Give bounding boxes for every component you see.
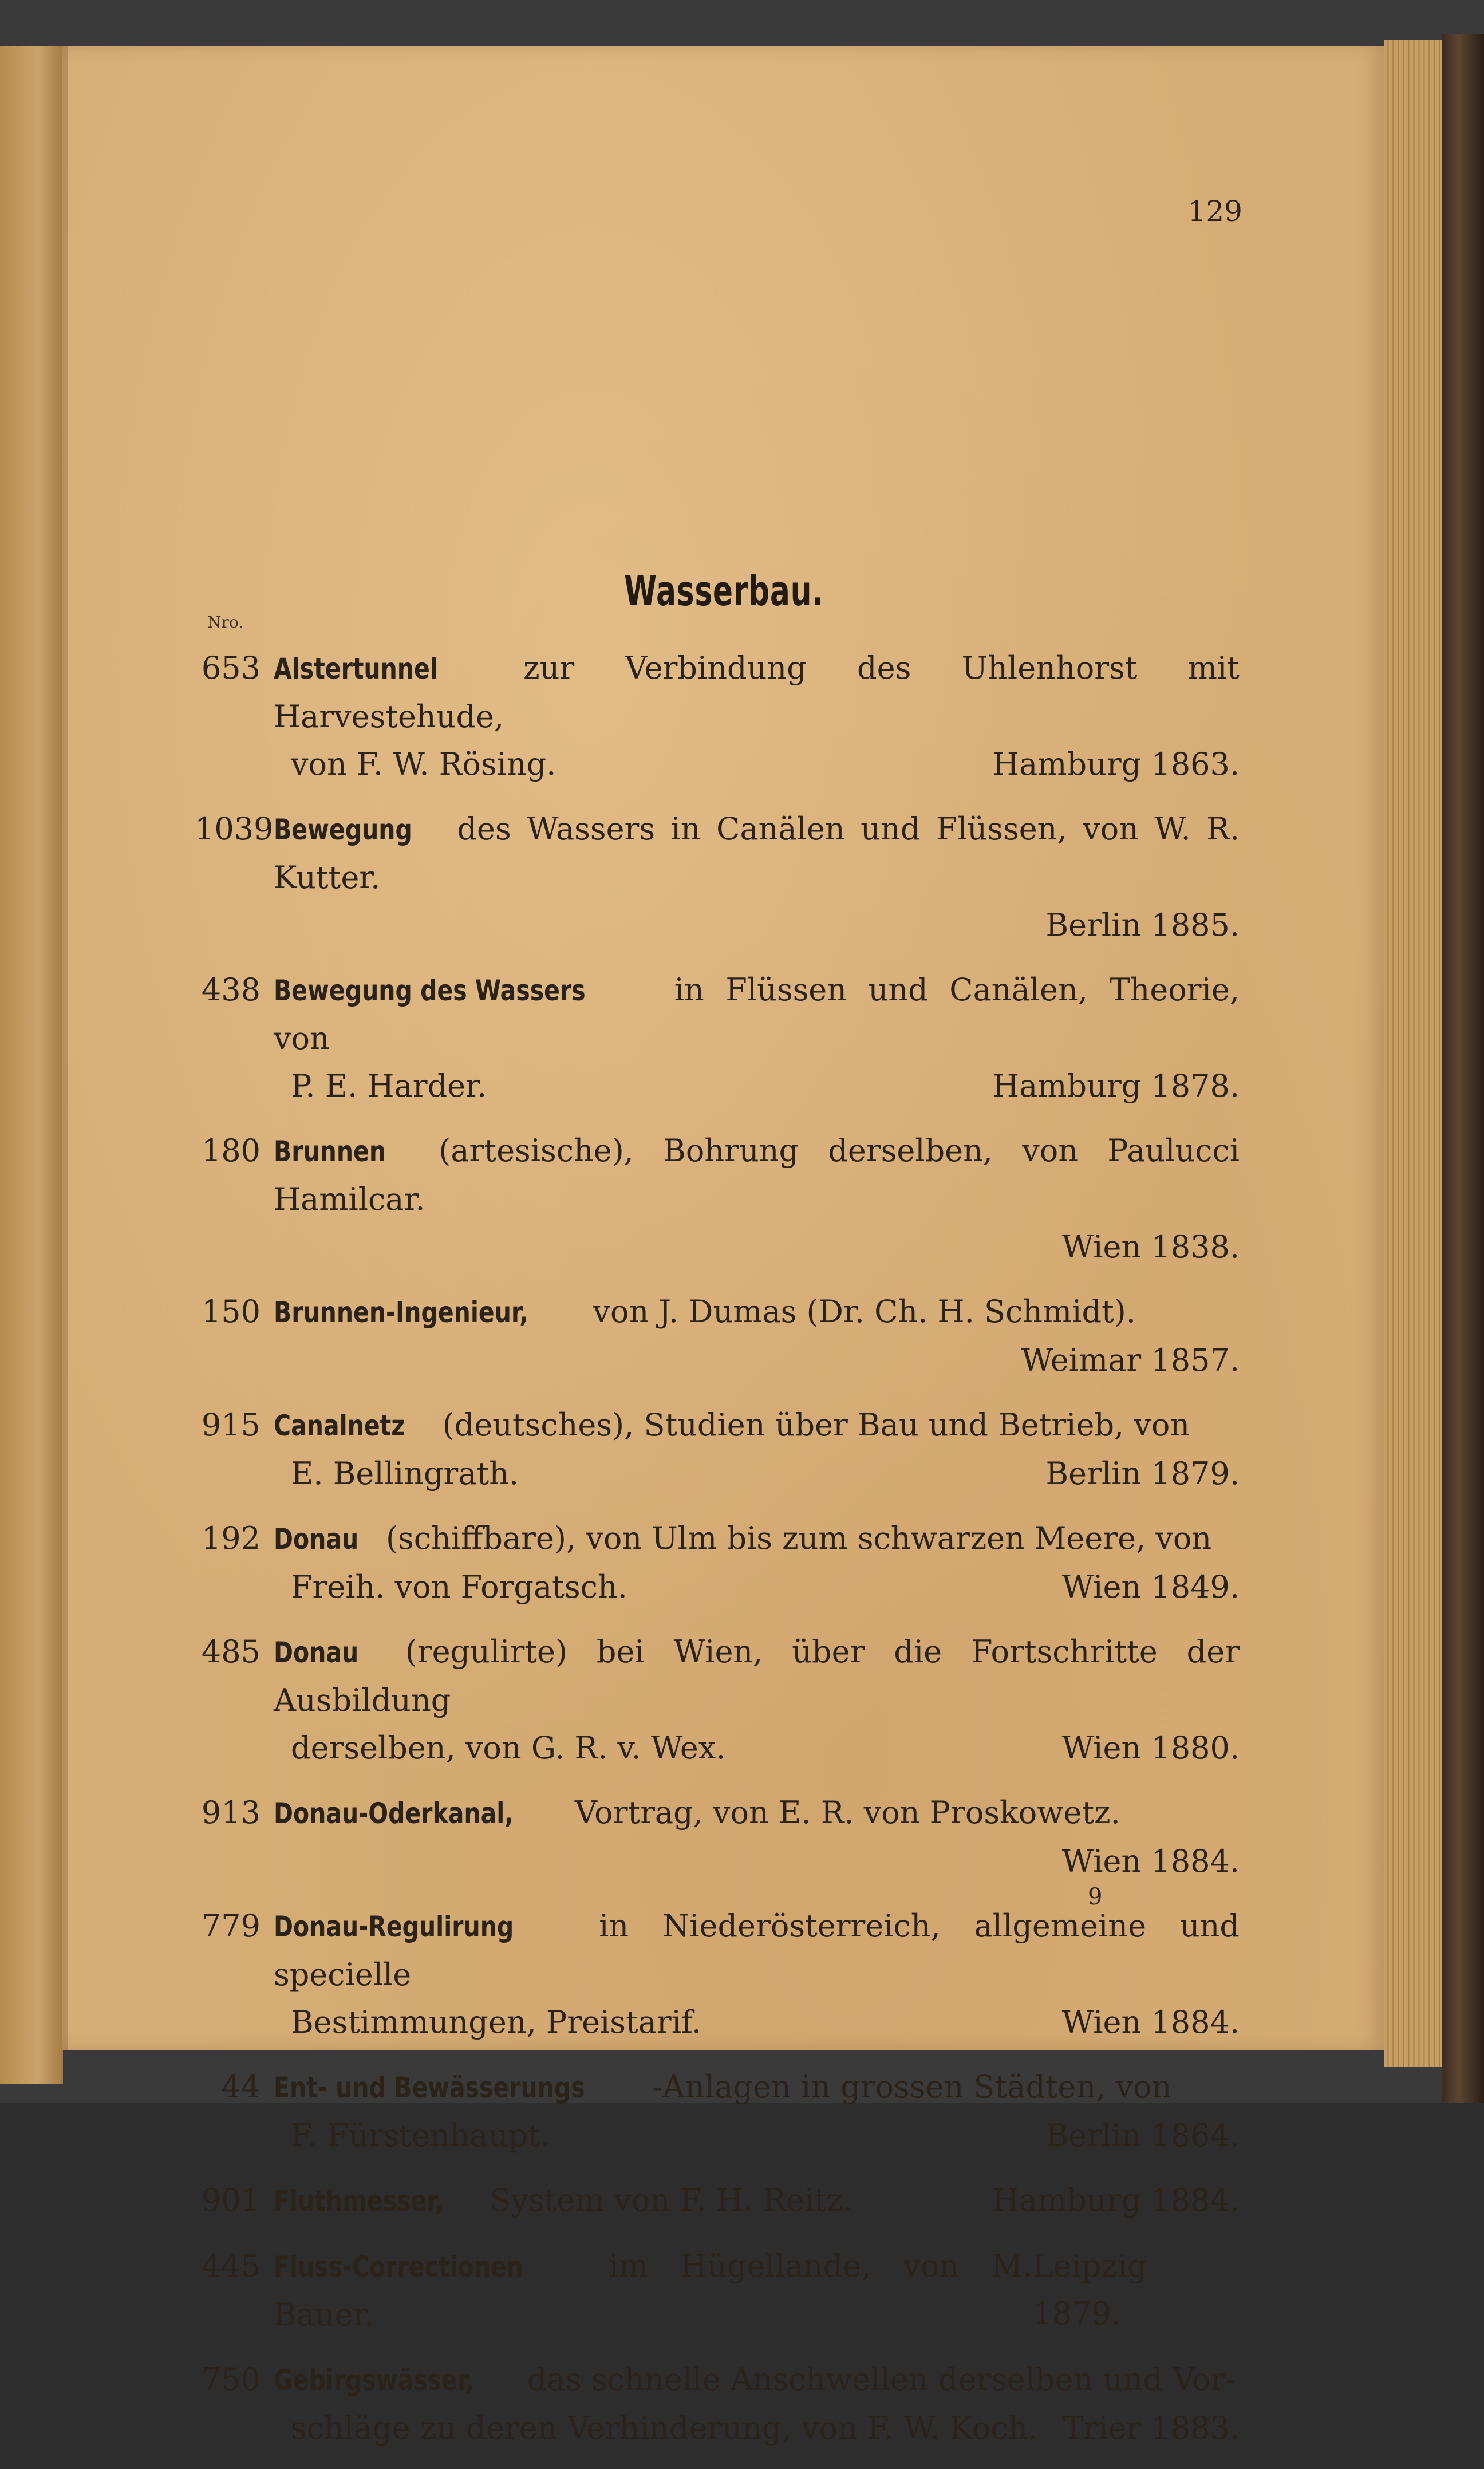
entry-author: Freih. von Forgatsch.	[291, 1569, 627, 1605]
entry-number: 192	[201, 1520, 261, 1556]
entry-author: derselben, von G. R. v. Wex.	[291, 1730, 726, 1766]
entry-place-year: Berlin 1885.	[1045, 907, 1240, 943]
entry-keyword: Bewegung des Wassers	[274, 974, 586, 1007]
catalog-entry	[195, 2176, 1240, 2225]
entry-description: (regulirte) bei Wien, über die Fortschritte der Ausbildung	[274, 1634, 1240, 1718]
entry-place-year: Wien 1849.	[1061, 1569, 1240, 1605]
entry-place-year: Wien 1884.	[1061, 2004, 1240, 2040]
page-stack-edge	[1384, 40, 1442, 2067]
entry-number: 150	[201, 1293, 261, 1330]
entry-description: in Flüssen und Canälen, Theorie, von	[274, 972, 1240, 1056]
entry-keyword: Bewegung	[274, 813, 412, 846]
entry-author: P. E. Harder.	[291, 1068, 487, 1104]
entry-keyword: Gebirgswässer,	[274, 2364, 475, 2397]
entry-place-year: Hamburg 1884.	[992, 2182, 1240, 2218]
entry-line2	[291, 1724, 1240, 1772]
entry-number: 653	[201, 650, 261, 686]
entry-description: zur Verbindung des Uhlenhorst mit Harvestehude,	[274, 650, 1240, 735]
entry-description: des Wassers in Canälen und Flüssen, von W. R. Kutter.	[274, 811, 1240, 896]
entry-number: 901	[201, 2182, 261, 2218]
entry-line2	[291, 1450, 1240, 1497]
entry-keyword: Ent- und Bewässerungs	[274, 2071, 585, 2104]
catalog-entry	[195, 805, 1240, 949]
entry-author: Bestimmungen, Preistarif.	[291, 2004, 702, 2040]
entry-number: 915	[201, 1407, 261, 1443]
entry-text	[274, 1789, 1240, 1837]
catalog-entry	[195, 1514, 1240, 1611]
entry-number: 485	[201, 1634, 261, 1670]
entry-author: E. Bellingrath.	[291, 1456, 519, 1492]
entry-text	[274, 2176, 1240, 2225]
entry-description: System von F. H. Reitz.	[480, 2182, 853, 2218]
entry-text	[274, 966, 1240, 1062]
entry-number: 750	[201, 2361, 261, 2397]
catalog-entry	[195, 644, 1240, 788]
entry-description: (artesische), Bohrung derselben, von Paulucci Hamilcar.	[274, 1133, 1240, 1217]
catalog-entry	[195, 1902, 1240, 2046]
entry-place-year: Trier 1883.	[1063, 2410, 1240, 2446]
entry-text	[274, 2356, 1240, 2404]
page-title: Wasserbau.	[624, 567, 824, 615]
entry-keyword: Alstertunnel	[274, 652, 438, 685]
entry-description: Vortrag, von E. R. von Proskowetz.	[565, 1794, 1120, 1831]
signature-mark: 9	[1088, 1884, 1103, 1910]
entry-place-year: Hamburg 1878.	[992, 1068, 1240, 1104]
entry-number: 438	[201, 972, 261, 1008]
page-number: 129	[1187, 195, 1242, 228]
entry-number: 779	[201, 1908, 261, 1944]
book-spine	[1442, 34, 1484, 2103]
entry-line2	[291, 740, 1240, 788]
entry-place-year: Hamburg 1863.	[992, 746, 1240, 782]
entry-text	[274, 1514, 1240, 1563]
entry-keyword: Donau-Regulirung	[274, 1910, 514, 1943]
entry-author: von F. W. Rösing.	[291, 746, 556, 782]
entry-place-year: Wien 1884.	[1061, 1843, 1240, 1879]
entry-description: -Anlagen in grossen Städten, von	[652, 2069, 1172, 2105]
entry-author: schläge zu deren Verhinderung, von F. W. Koch.	[291, 2410, 1038, 2446]
entry-line2	[291, 1336, 1240, 1384]
entry-keyword: Fluthmesser,	[274, 2184, 444, 2218]
catalog-entry	[195, 1628, 1240, 1772]
catalog-entry	[195, 1789, 1240, 1885]
column-label-nro: Nro.	[207, 613, 244, 632]
catalog-entry	[195, 966, 1240, 1110]
entry-keyword: Canalnetz	[274, 1409, 405, 1442]
entry-description: das schnelle Anschwellen derselben und Vor-	[517, 2361, 1236, 2397]
entry-line2	[291, 1223, 1240, 1271]
entry-line2	[291, 1998, 1240, 2046]
catalog-entry	[195, 1288, 1240, 1384]
entry-description: (deutsches), Studien über Bau und Betrieb, von	[432, 1407, 1190, 1443]
entry-description: in Niederösterreich, allgemeine und specielle	[274, 1908, 1240, 1993]
entry-text	[274, 2242, 1240, 2338]
entry-description: im Hügellande, von M. Bauer.	[274, 2248, 1033, 2333]
entry-line2	[291, 2404, 1240, 2452]
entry-keyword: Brunnen	[274, 1135, 386, 1168]
entry-line2	[291, 1837, 1240, 1885]
catalog-entry	[195, 2242, 1240, 2338]
entry-description: (schiffbare), von Ulm bis zum schwarzen Meere, von	[376, 1520, 1212, 1556]
page-gutter	[62, 46, 68, 2050]
entry-line2	[291, 2112, 1240, 2159]
entry-keyword: Donau	[274, 1523, 359, 1556]
entry-number: 445	[201, 2248, 261, 2284]
catalog-entry	[195, 1127, 1240, 1271]
entry-description: von J. Dumas (Dr. Ch. H. Schmidt).	[583, 1293, 1136, 1330]
entry-keyword: Brunnen-Ingenieur,	[274, 1296, 528, 1329]
catalog-entry	[195, 2356, 1240, 2452]
entry-text	[274, 1401, 1240, 1450]
entry-place-year: Weimar 1857.	[1021, 1342, 1240, 1378]
entry-number: 180	[201, 1133, 261, 1169]
entry-place-year: Wien 1838.	[1061, 1229, 1240, 1265]
catalog-entry	[195, 1401, 1240, 1497]
entry-text	[274, 1902, 1240, 1998]
entry-place-year: Berlin 1879.	[1045, 1456, 1240, 1492]
catalog-entry	[195, 2063, 1240, 2159]
entry-line2	[291, 1563, 1240, 1611]
entry-author: F. Fürstenhaupt.	[291, 2117, 550, 2154]
entry-text	[274, 1288, 1240, 1336]
entry-text	[274, 644, 1240, 740]
entry-place-year: Berlin 1864.	[1045, 2117, 1240, 2154]
catalog-entries	[195, 644, 1240, 2469]
entry-keyword: Donau-Oderkanal,	[274, 1797, 514, 1830]
entry-text	[274, 805, 1240, 901]
entry-place-year: Leipzig 1879.	[1032, 2248, 1147, 2332]
entry-keyword: Donau	[274, 1636, 359, 1669]
entry-number: 44	[221, 2069, 261, 2105]
entry-text	[274, 1628, 1240, 1724]
entry-line2	[291, 901, 1240, 949]
entry-number: 913	[201, 1794, 261, 1831]
entry-text	[274, 1127, 1240, 1223]
entry-text	[274, 2063, 1240, 2112]
entry-line2	[291, 1062, 1240, 1110]
entry-place-year: Wien 1880.	[1061, 1730, 1240, 1766]
entry-number: 1039	[195, 811, 274, 847]
entry-keyword: Fluss-Correctionen	[274, 2250, 523, 2283]
previous-page-edge	[0, 46, 63, 2084]
